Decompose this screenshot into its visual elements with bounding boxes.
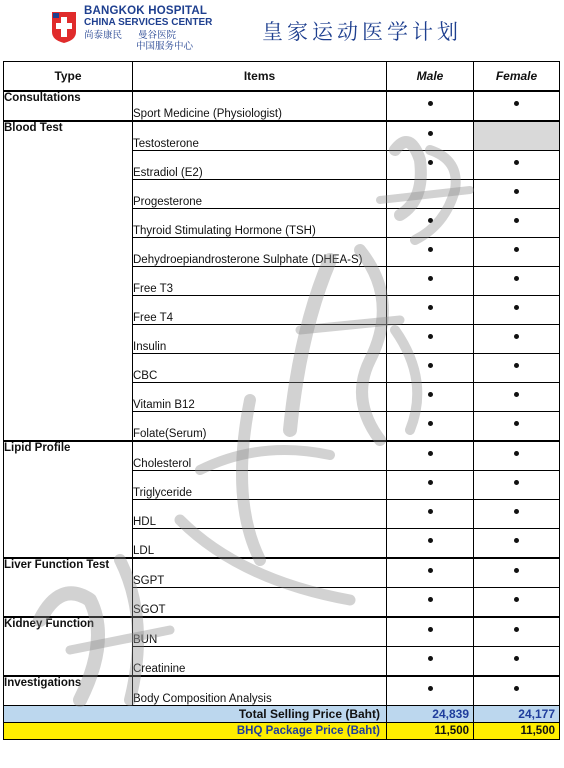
table-row bbox=[4, 529, 560, 559]
included-bullet-icon bbox=[428, 101, 433, 106]
package-price-label: BHQ Package Price (Baht) bbox=[4, 723, 387, 740]
row-item: Free T3 bbox=[133, 267, 387, 296]
row-item: Insulin bbox=[133, 325, 387, 354]
row-type: Consultations bbox=[4, 91, 133, 121]
row-type bbox=[4, 209, 133, 238]
row-male-included bbox=[387, 121, 474, 151]
row-male-included bbox=[387, 354, 474, 383]
included-bullet-icon bbox=[428, 160, 433, 165]
row-female-included bbox=[474, 412, 560, 442]
row-male-included bbox=[387, 647, 474, 677]
table-row bbox=[4, 325, 560, 354]
included-bullet-icon bbox=[514, 686, 519, 691]
row-type bbox=[4, 267, 133, 296]
table-row bbox=[4, 296, 560, 325]
included-bullet-icon bbox=[514, 568, 519, 573]
row-item: Free T4 bbox=[133, 296, 387, 325]
table-row bbox=[4, 647, 560, 677]
included-bullet-icon bbox=[514, 218, 519, 223]
included-bullet-icon bbox=[514, 451, 519, 456]
package-items-table bbox=[3, 61, 560, 740]
hospital-logo bbox=[50, 10, 78, 44]
row-female-included bbox=[474, 267, 560, 296]
table-row bbox=[4, 471, 560, 500]
row-male-included bbox=[387, 500, 474, 529]
row-type bbox=[4, 180, 133, 209]
row-male-included bbox=[387, 325, 474, 354]
included-bullet-icon bbox=[428, 627, 433, 632]
row-type: Lipid Profile bbox=[4, 441, 133, 471]
included-bullet-icon bbox=[514, 597, 519, 602]
included-bullet-icon bbox=[428, 247, 433, 252]
row-item: HDL bbox=[133, 500, 387, 529]
included-bullet-icon bbox=[428, 568, 433, 573]
row-female-included bbox=[474, 558, 560, 588]
row-type bbox=[4, 588, 133, 618]
org-name-line2: CHINA SERVICES CENTER bbox=[84, 17, 213, 28]
row-item: Progesterone bbox=[133, 180, 387, 209]
row-male-included bbox=[387, 296, 474, 325]
row-type bbox=[4, 529, 133, 559]
row-female-included bbox=[474, 91, 560, 121]
package-price-male: 11,500 bbox=[387, 723, 474, 740]
row-type bbox=[4, 412, 133, 442]
table-row bbox=[4, 180, 560, 209]
row-type bbox=[4, 325, 133, 354]
included-bullet-icon bbox=[428, 451, 433, 456]
row-item: SGOT bbox=[133, 588, 387, 618]
row-item: LDL bbox=[133, 529, 387, 559]
table-row bbox=[4, 267, 560, 296]
row-female-included bbox=[474, 441, 560, 471]
row-item: Triglyceride bbox=[133, 471, 387, 500]
included-bullet-icon bbox=[514, 189, 519, 194]
row-female-included bbox=[474, 471, 560, 500]
column-header-female: Female bbox=[474, 62, 560, 92]
table-row bbox=[4, 500, 560, 529]
row-type: Kidney Function bbox=[4, 617, 133, 647]
row-male-included bbox=[387, 412, 474, 442]
row-male-included bbox=[387, 617, 474, 647]
included-bullet-icon bbox=[428, 538, 433, 543]
column-header-male: Male bbox=[387, 62, 474, 92]
table-row bbox=[4, 676, 560, 706]
org-cn-name-c: 中国服务中心 bbox=[136, 41, 194, 52]
row-male-included bbox=[387, 91, 474, 121]
row-male-included bbox=[387, 558, 474, 588]
row-female-included bbox=[474, 617, 560, 647]
row-item: Thyroid Stimulating Hormone (TSH) bbox=[133, 209, 387, 238]
included-bullet-icon bbox=[514, 160, 519, 165]
row-item: Vitamin B12 bbox=[133, 383, 387, 412]
row-female-included bbox=[474, 209, 560, 238]
included-bullet-icon bbox=[428, 509, 433, 514]
included-bullet-icon bbox=[428, 131, 433, 136]
row-male-included bbox=[387, 471, 474, 500]
row-type bbox=[4, 151, 133, 180]
included-bullet-icon bbox=[514, 363, 519, 368]
row-type bbox=[4, 238, 133, 267]
included-bullet-icon bbox=[514, 627, 519, 632]
row-type: Liver Function Test bbox=[4, 558, 133, 588]
row-item: Sport Medicine (Physiologist) bbox=[133, 91, 387, 121]
row-male-included bbox=[387, 529, 474, 559]
included-bullet-icon bbox=[514, 101, 519, 106]
row-female-included bbox=[474, 588, 560, 618]
included-bullet-icon bbox=[428, 334, 433, 339]
included-bullet-icon bbox=[514, 247, 519, 252]
column-header-items: Items bbox=[133, 62, 387, 92]
row-female-included bbox=[474, 676, 560, 706]
page-title: 皇家运动医学计划 bbox=[262, 20, 462, 44]
hospital-name bbox=[84, 6, 212, 52]
row-item: Body Composition Analysis bbox=[133, 676, 387, 706]
row-female-included bbox=[474, 529, 560, 559]
row-type: Blood Test bbox=[4, 121, 133, 151]
row-female-included bbox=[474, 238, 560, 267]
table-row bbox=[4, 151, 560, 180]
row-male-included bbox=[387, 151, 474, 180]
total-selling-price-male: 24,839 bbox=[387, 706, 474, 723]
row-type bbox=[4, 647, 133, 677]
included-bullet-icon bbox=[514, 276, 519, 281]
column-header-type: Type bbox=[4, 62, 133, 92]
row-male-included bbox=[387, 180, 474, 209]
included-bullet-icon bbox=[428, 421, 433, 426]
total-selling-price-female: 24,177 bbox=[474, 706, 560, 723]
row-male-included bbox=[387, 209, 474, 238]
table-row bbox=[4, 617, 560, 647]
included-bullet-icon bbox=[428, 392, 433, 397]
table-row bbox=[4, 121, 560, 151]
table-row bbox=[4, 412, 560, 442]
included-bullet-icon bbox=[428, 305, 433, 310]
table-row bbox=[4, 354, 560, 383]
row-item: Folate(Serum) bbox=[133, 412, 387, 442]
org-cn-name-a: 尚泰康民 bbox=[84, 30, 123, 41]
org-name-line1: BANGKOK HOSPITAL bbox=[84, 5, 208, 17]
row-male-included bbox=[387, 588, 474, 618]
row-female-included bbox=[474, 354, 560, 383]
row-female-included bbox=[474, 383, 560, 412]
org-cn-name-b: 曼谷医院 bbox=[138, 30, 177, 41]
row-female-included bbox=[474, 151, 560, 180]
row-female-included bbox=[474, 500, 560, 529]
table-body bbox=[4, 91, 560, 706]
row-female-included bbox=[474, 121, 560, 151]
table-row bbox=[4, 441, 560, 471]
row-female-included bbox=[474, 296, 560, 325]
page-header bbox=[0, 0, 564, 58]
included-bullet-icon bbox=[514, 509, 519, 514]
included-bullet-icon bbox=[428, 656, 433, 661]
table-row bbox=[4, 238, 560, 267]
included-bullet-icon bbox=[428, 597, 433, 602]
included-bullet-icon bbox=[514, 538, 519, 543]
table-row bbox=[4, 558, 560, 588]
row-type bbox=[4, 500, 133, 529]
row-male-included bbox=[387, 267, 474, 296]
package-price-female: 11,500 bbox=[474, 723, 560, 740]
row-female-included bbox=[474, 325, 560, 354]
included-bullet-icon bbox=[514, 480, 519, 485]
included-bullet-icon bbox=[428, 480, 433, 485]
row-item: Cholesterol bbox=[133, 441, 387, 471]
included-bullet-icon bbox=[428, 686, 433, 691]
row-item: BUN bbox=[133, 617, 387, 647]
row-type bbox=[4, 354, 133, 383]
included-bullet-icon bbox=[514, 334, 519, 339]
included-bullet-icon bbox=[514, 392, 519, 397]
row-male-included bbox=[387, 383, 474, 412]
table-row bbox=[4, 209, 560, 238]
table-row bbox=[4, 91, 560, 121]
row-item: Testosterone bbox=[133, 121, 387, 151]
row-male-included bbox=[387, 441, 474, 471]
table-row bbox=[4, 588, 560, 618]
included-bullet-icon bbox=[514, 421, 519, 426]
table-row bbox=[4, 383, 560, 412]
row-item: CBC bbox=[133, 354, 387, 383]
row-item: SGPT bbox=[133, 558, 387, 588]
included-bullet-icon bbox=[428, 218, 433, 223]
row-female-included bbox=[474, 180, 560, 209]
total-selling-price-row bbox=[4, 706, 560, 723]
row-female-included bbox=[474, 647, 560, 677]
row-item: Estradiol (E2) bbox=[133, 151, 387, 180]
row-type bbox=[4, 296, 133, 325]
row-type bbox=[4, 383, 133, 412]
row-male-included bbox=[387, 676, 474, 706]
included-bullet-icon bbox=[514, 656, 519, 661]
table-header-row bbox=[4, 62, 560, 92]
row-male-included bbox=[387, 238, 474, 267]
row-item: Creatinine bbox=[133, 647, 387, 677]
total-selling-price-label: Total Selling Price (Baht) bbox=[4, 706, 387, 723]
included-bullet-icon bbox=[514, 305, 519, 310]
row-type bbox=[4, 471, 133, 500]
included-bullet-icon bbox=[428, 276, 433, 281]
included-bullet-icon bbox=[428, 363, 433, 368]
package-price-row bbox=[4, 723, 560, 740]
row-type: Investigations bbox=[4, 676, 133, 706]
row-item: Dehydroepiandrosterone Sulphate (DHEA-S) bbox=[133, 238, 387, 267]
